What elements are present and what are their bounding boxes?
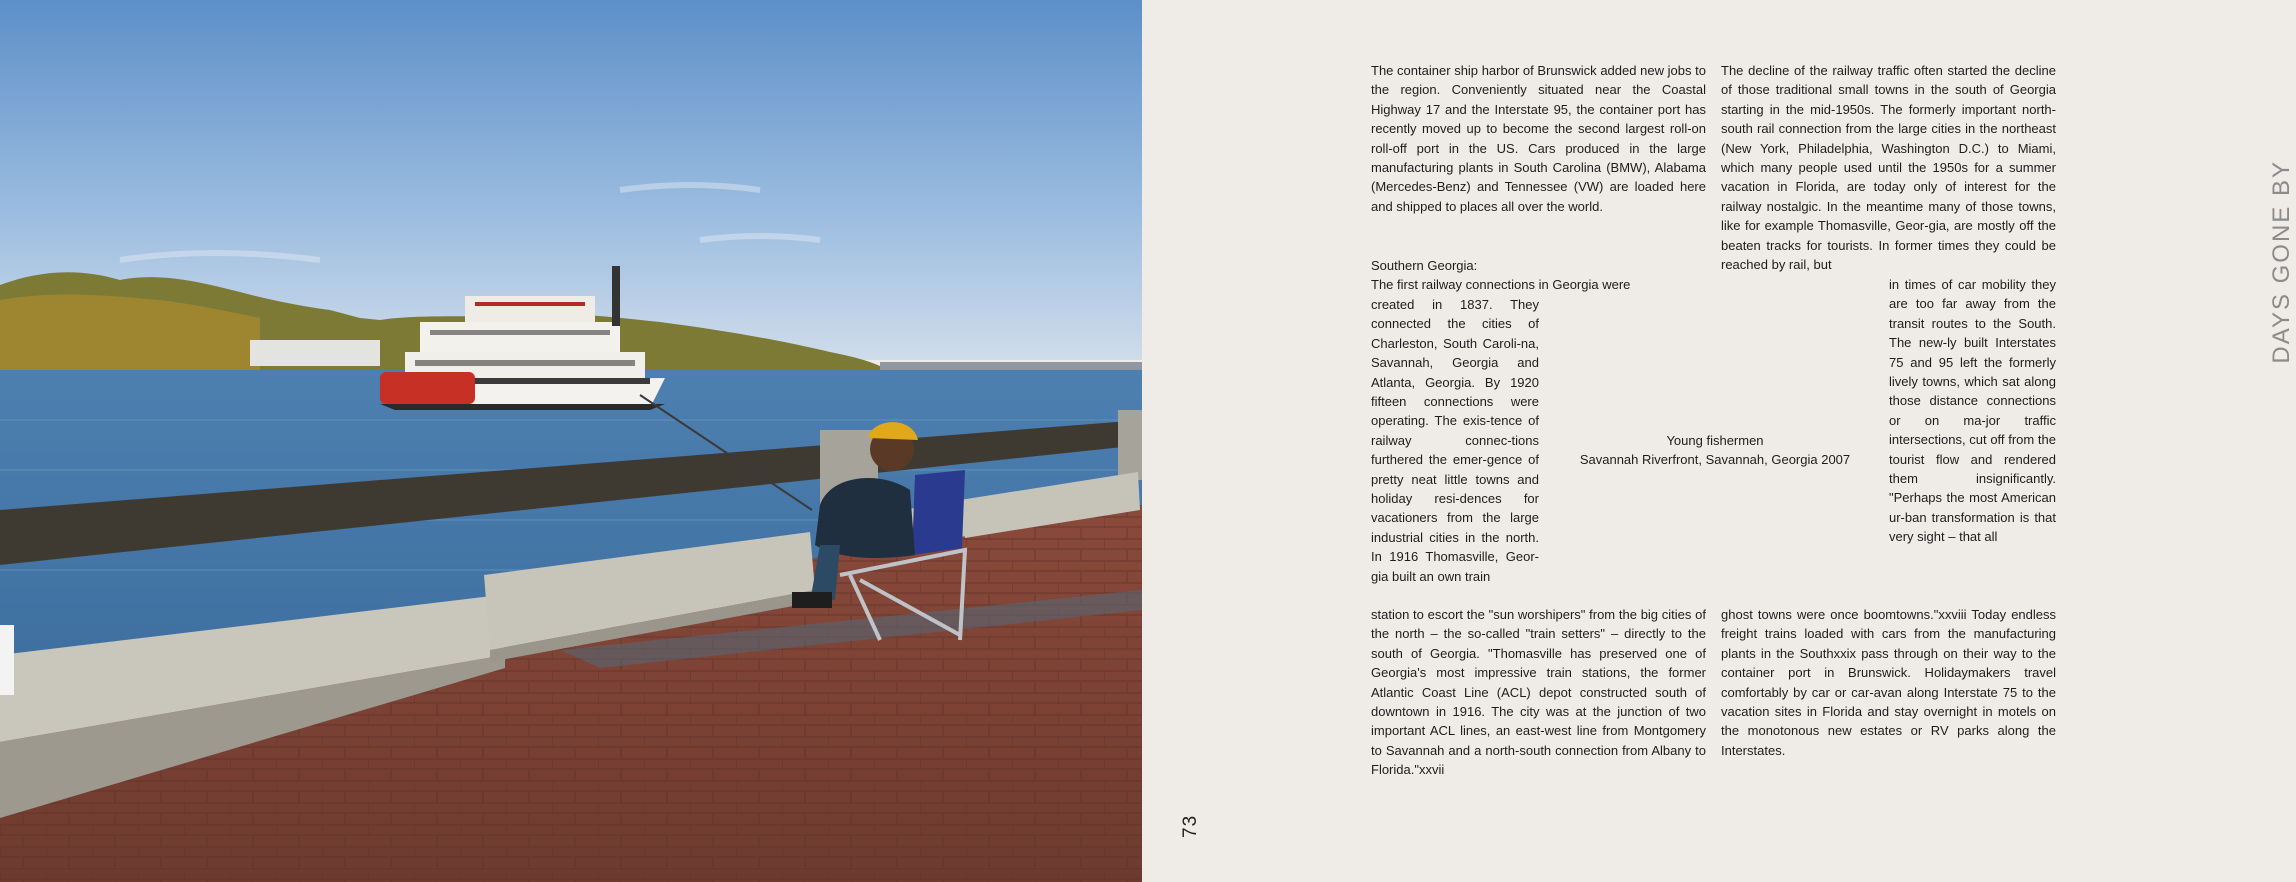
paragraph-railway-end: station to escort the "sun worshipers" from the big cities of the north – the so-called "train setters" – directly to the south of Georgia. "Thomasville has preserved one of Georgia's most impressive train stations, the former Atlantic Coast Line (ACL) depot constructed south of downtown in 1916. The city was at the junction of two important ACL lines, an east-west line from Montgomery to Savannah and a north-south connection from Albany to Florida."xxvii	[1371, 607, 1706, 778]
photo-caption	[1545, 431, 1885, 469]
column-1-heading-block	[1371, 256, 1706, 295]
paragraph-decline-end: ghost towns were once boomtowns."xxviii Today endless freight trains loaded with cars from the manufacturing plants in the Southxxix pass through on their way to the container port in Brunswick. Holidaymakers travel comfortably by car or car-avan along Interstate 75 to the vacation sites in Florida and stay overnight in motels on the monotonous new estates or RV parks along the Interstates.	[1721, 607, 2056, 758]
paragraph-railway-narrow: created in 1837. They connected the cities of Charleston, South Caroli-na, Savannah, Georgia and Atlanta, Georgia. By 1920 fifteen connections were operating. The exis-tence of railway connec-tions furthered the emer-gence of pretty neat little towns and holiday resi-dences for vacationers from the large industrial cities in the north. In 1916 Thomasville, Geor-gia built an own train	[1371, 297, 1539, 584]
paragraph-brunswick: The container ship harbor of Brunswick added new jobs to the region. Conveniently situated near the Coastal Highway 17 and the Interstate 95, the container port has recently moved up to become the second largest roll-on roll-off port in the US. Cars produced in the large manufacturing plants in South Carolina (BMW), Alabama (Mercedes-Benz) and Tennessee (VW) are loaded here and shipped to places all over the world.	[1371, 63, 1706, 214]
column-1-bottom	[1371, 605, 1706, 780]
page-number: 73	[1180, 814, 1201, 838]
paragraph-decline-start: The decline of the railway traffic often started the decline of those traditional small towns in the south of Georgia starting in the mid-1950s. The formerly important north-south rail connection from the large cities in the northeast (New York, Philadelphia, Washington D.C.) to Miami, which many people used until the 1950s for a summer vacation in Florida, are today only of interest for the railway nostalgic. In the meantime many of those towns, like for example Thomasville, Geor-gia, are mostly off the beaten tracks for tourists. In former times they could be reached by rail, but	[1721, 63, 2056, 273]
caption-title: Young fishermen	[1666, 433, 1764, 448]
running-title: DAYS GONE BY	[2268, 160, 2295, 364]
riverfront-photo	[0, 0, 1142, 882]
caption-location: Savannah Riverfront, Savannah, Georgia 2007	[1579, 452, 1851, 467]
column-2-top	[1721, 61, 2056, 274]
column-1-narrow	[1371, 295, 1539, 586]
paragraph-railway-start: The first railway connections in Georgia were	[1371, 277, 1631, 293]
column-2-narrow	[1889, 275, 2056, 547]
column-2-bottom	[1721, 605, 2056, 760]
column-1-top	[1371, 61, 1706, 216]
section-heading-southern-georgia: Southern Georgia:	[1371, 258, 1478, 273]
paragraph-decline-narrow: in times of car mobility they are too far away from the transit routes to the South. The new-ly built Interstates 75 and 95 left the formerly lively towns, which sat along those distance connections or on ma-jor traffic intersections, cut off from the tourist flow and rendered them insignificantly. "Perhaps the most American ur-ban transformation is that very sight – that all	[1889, 277, 2056, 545]
